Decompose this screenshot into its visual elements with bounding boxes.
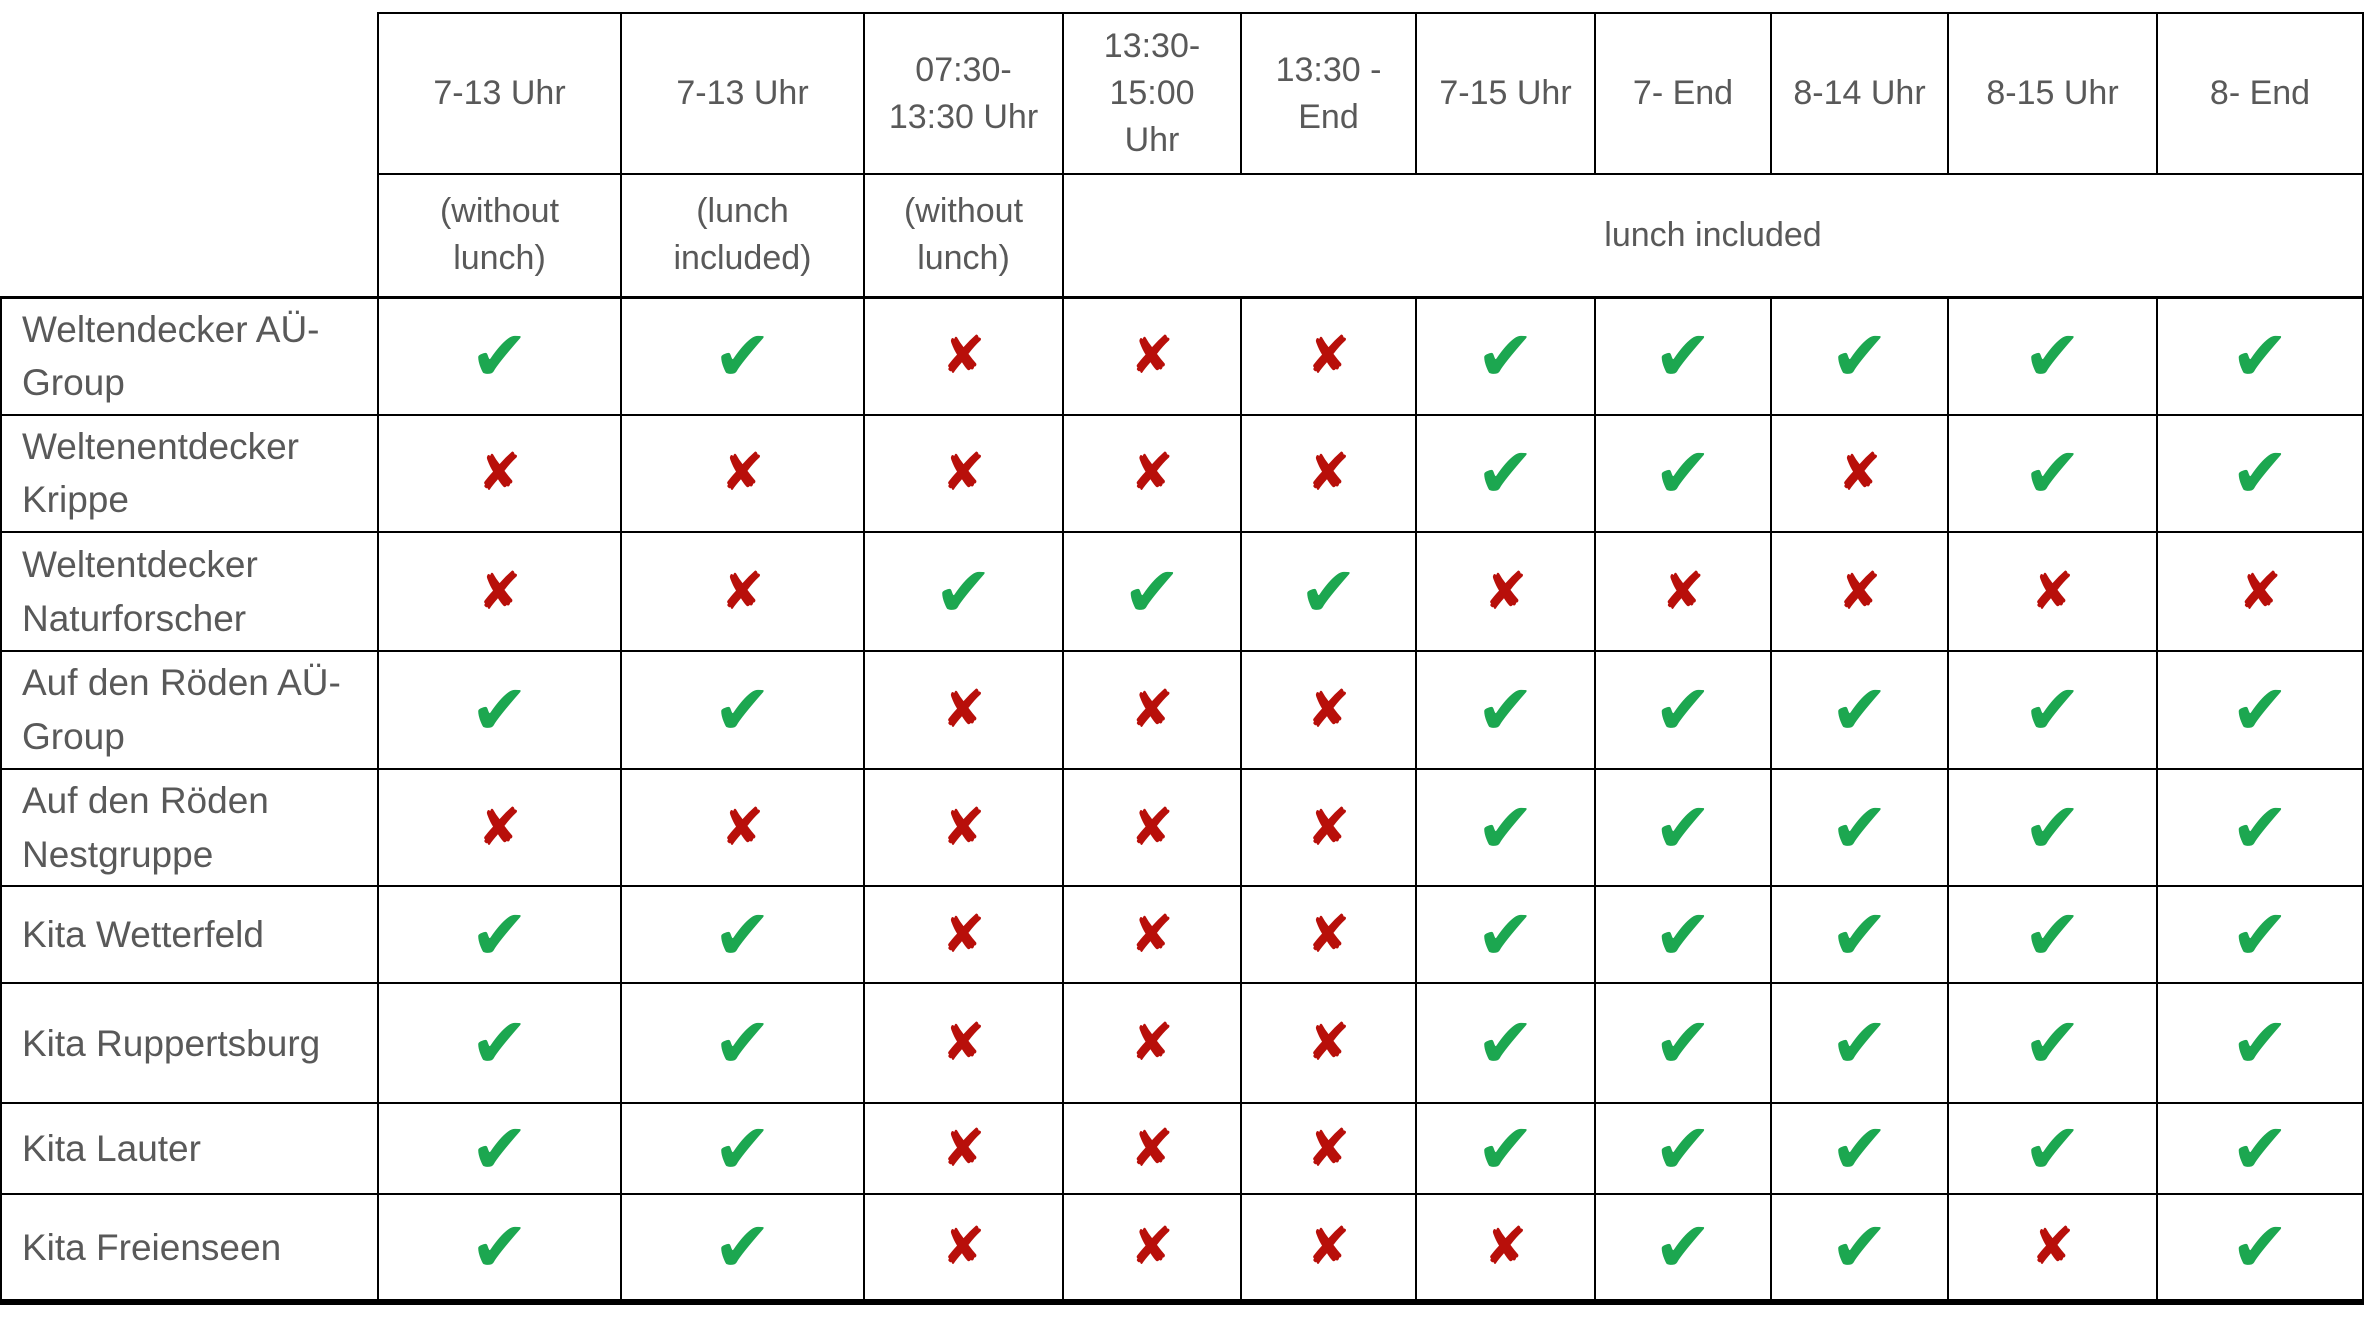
- check-icon: ✔: [1595, 983, 1771, 1103]
- cross-icon: ✘: [1063, 886, 1241, 983]
- table-row: [1, 651, 2363, 769]
- row-label: Auf den Röden Nestgruppe: [1, 769, 378, 886]
- check-icon: ✔: [621, 1103, 864, 1194]
- row-label: Weltentdecker Naturforscher: [1, 532, 378, 651]
- time-slot-header: 13:30 - End: [1241, 13, 1416, 174]
- cross-icon: ✘: [1063, 769, 1241, 886]
- check-icon: ✔: [1771, 769, 1948, 886]
- time-slot-header: 8-15 Uhr: [1948, 13, 2157, 174]
- check-icon: ✔: [378, 983, 621, 1103]
- cross-icon: ✘: [1063, 983, 1241, 1103]
- cross-icon: ✘: [1948, 532, 2157, 651]
- check-icon: ✔: [621, 886, 864, 983]
- check-icon: ✔: [2157, 769, 2363, 886]
- check-icon: ✔: [1948, 297, 2157, 415]
- check-icon: ✔: [1241, 532, 1416, 651]
- cross-icon: ✘: [864, 1103, 1063, 1194]
- row-label: Auf den Röden AÜ-Group: [1, 651, 378, 769]
- cross-icon: ✘: [378, 415, 621, 532]
- table-row: [1, 532, 2363, 651]
- check-icon: ✔: [1948, 769, 2157, 886]
- check-icon: ✔: [2157, 415, 2363, 532]
- check-icon: ✔: [1771, 297, 1948, 415]
- check-icon: ✔: [1416, 651, 1595, 769]
- cross-icon: ✘: [864, 886, 1063, 983]
- table-body: [1, 297, 2363, 1302]
- lunch-header-row: [1, 174, 2363, 297]
- cross-icon: ✘: [1241, 1194, 1416, 1302]
- cross-icon: ✘: [864, 297, 1063, 415]
- cross-icon: ✘: [1063, 1194, 1241, 1302]
- row-label: Kita Freienseen: [1, 1194, 378, 1302]
- cross-icon: ✘: [621, 532, 864, 651]
- time-slot-header: 7-13 Uhr: [378, 13, 621, 174]
- table-header: [1, 13, 2363, 297]
- row-label: Weltendecker AÜ-Group: [1, 297, 378, 415]
- check-icon: ✔: [2157, 297, 2363, 415]
- corner-empty-cell: [1, 13, 378, 174]
- time-slot-header: 7-15 Uhr: [1416, 13, 1595, 174]
- cross-icon: ✘: [864, 1194, 1063, 1302]
- check-icon: ✔: [1948, 886, 2157, 983]
- corner-empty-cell: [1, 174, 378, 297]
- time-slot-header-row: [1, 13, 2363, 174]
- cross-icon: ✘: [1063, 297, 1241, 415]
- availability-table: [0, 12, 2364, 1305]
- cross-icon: ✘: [1241, 769, 1416, 886]
- check-icon: ✔: [1948, 651, 2157, 769]
- check-icon: ✔: [1063, 532, 1241, 651]
- check-icon: ✔: [1771, 983, 1948, 1103]
- check-icon: ✔: [1948, 983, 2157, 1103]
- cross-icon: ✘: [1948, 1194, 2157, 1302]
- lunch-label: (without lunch): [378, 174, 621, 297]
- time-slot-header: 7- End: [1595, 13, 1771, 174]
- cross-icon: ✘: [864, 769, 1063, 886]
- cross-icon: ✘: [2157, 532, 2363, 651]
- check-icon: ✔: [1595, 886, 1771, 983]
- check-icon: ✔: [1416, 1103, 1595, 1194]
- time-slot-header: 8-14 Uhr: [1771, 13, 1948, 174]
- table-row: [1, 1194, 2363, 1302]
- cross-icon: ✘: [378, 769, 621, 886]
- check-icon: ✔: [378, 886, 621, 983]
- check-icon: ✔: [621, 651, 864, 769]
- check-icon: ✔: [1595, 769, 1771, 886]
- check-icon: ✔: [1595, 651, 1771, 769]
- table-row: [1, 297, 2363, 415]
- check-icon: ✔: [1416, 297, 1595, 415]
- table-row: [1, 1103, 2363, 1194]
- cross-icon: ✘: [1241, 886, 1416, 983]
- check-icon: ✔: [1595, 297, 1771, 415]
- check-icon: ✔: [864, 532, 1063, 651]
- table-row: [1, 886, 2363, 983]
- cross-icon: ✘: [378, 532, 621, 651]
- check-icon: ✔: [2157, 1103, 2363, 1194]
- cross-icon: ✘: [1416, 1194, 1595, 1302]
- cross-icon: ✘: [1241, 297, 1416, 415]
- check-icon: ✔: [1416, 886, 1595, 983]
- table-row: [1, 983, 2363, 1103]
- check-icon: ✔: [1416, 769, 1595, 886]
- cross-icon: ✘: [864, 651, 1063, 769]
- check-icon: ✔: [378, 1194, 621, 1302]
- lunch-included-span: lunch included: [1063, 174, 2363, 297]
- check-icon: ✔: [2157, 886, 2363, 983]
- cross-icon: ✘: [1241, 1103, 1416, 1194]
- cross-icon: ✘: [621, 769, 864, 886]
- check-icon: ✔: [621, 983, 864, 1103]
- check-icon: ✔: [378, 1103, 621, 1194]
- check-icon: ✔: [621, 1194, 864, 1302]
- cross-icon: ✘: [1241, 983, 1416, 1103]
- cross-icon: ✘: [864, 983, 1063, 1103]
- cross-icon: ✘: [1241, 651, 1416, 769]
- cross-icon: ✘: [1416, 532, 1595, 651]
- table-row: [1, 769, 2363, 886]
- time-slot-header: 13:30-15:00 Uhr: [1063, 13, 1241, 174]
- check-icon: ✔: [1948, 415, 2157, 532]
- row-label: Kita Ruppertsburg: [1, 983, 378, 1103]
- table-row: [1, 415, 2363, 532]
- lunch-label: (without lunch): [864, 174, 1063, 297]
- cross-icon: ✘: [1771, 415, 1948, 532]
- check-icon: ✔: [1771, 1194, 1948, 1302]
- check-icon: ✔: [2157, 651, 2363, 769]
- check-icon: ✔: [1416, 983, 1595, 1103]
- row-label: Kita Wetterfeld: [1, 886, 378, 983]
- cross-icon: ✘: [621, 415, 864, 532]
- check-icon: ✔: [378, 651, 621, 769]
- cross-icon: ✘: [1063, 651, 1241, 769]
- check-icon: ✔: [1595, 1103, 1771, 1194]
- check-icon: ✔: [1771, 1103, 1948, 1194]
- row-label: Kita Lauter: [1, 1103, 378, 1194]
- check-icon: ✔: [1595, 1194, 1771, 1302]
- check-icon: ✔: [1948, 1103, 2157, 1194]
- check-icon: ✔: [621, 297, 864, 415]
- check-icon: ✔: [1416, 415, 1595, 532]
- lunch-label: (lunch included): [621, 174, 864, 297]
- check-icon: ✔: [378, 297, 621, 415]
- check-icon: ✔: [1771, 886, 1948, 983]
- check-icon: ✔: [1771, 651, 1948, 769]
- cross-icon: ✘: [1771, 532, 1948, 651]
- time-slot-header: 07:30-13:30 Uhr: [864, 13, 1063, 174]
- check-icon: ✔: [1595, 415, 1771, 532]
- cross-icon: ✘: [1063, 1103, 1241, 1194]
- check-icon: ✔: [2157, 983, 2363, 1103]
- time-slot-header: 8- End: [2157, 13, 2363, 174]
- time-slot-header: 7-13 Uhr: [621, 13, 864, 174]
- cross-icon: ✘: [1595, 532, 1771, 651]
- check-icon: ✔: [2157, 1194, 2363, 1302]
- cross-icon: ✘: [864, 415, 1063, 532]
- cross-icon: ✘: [1063, 415, 1241, 532]
- cross-icon: ✘: [1241, 415, 1416, 532]
- row-label: Weltenentdecker Krippe: [1, 415, 378, 532]
